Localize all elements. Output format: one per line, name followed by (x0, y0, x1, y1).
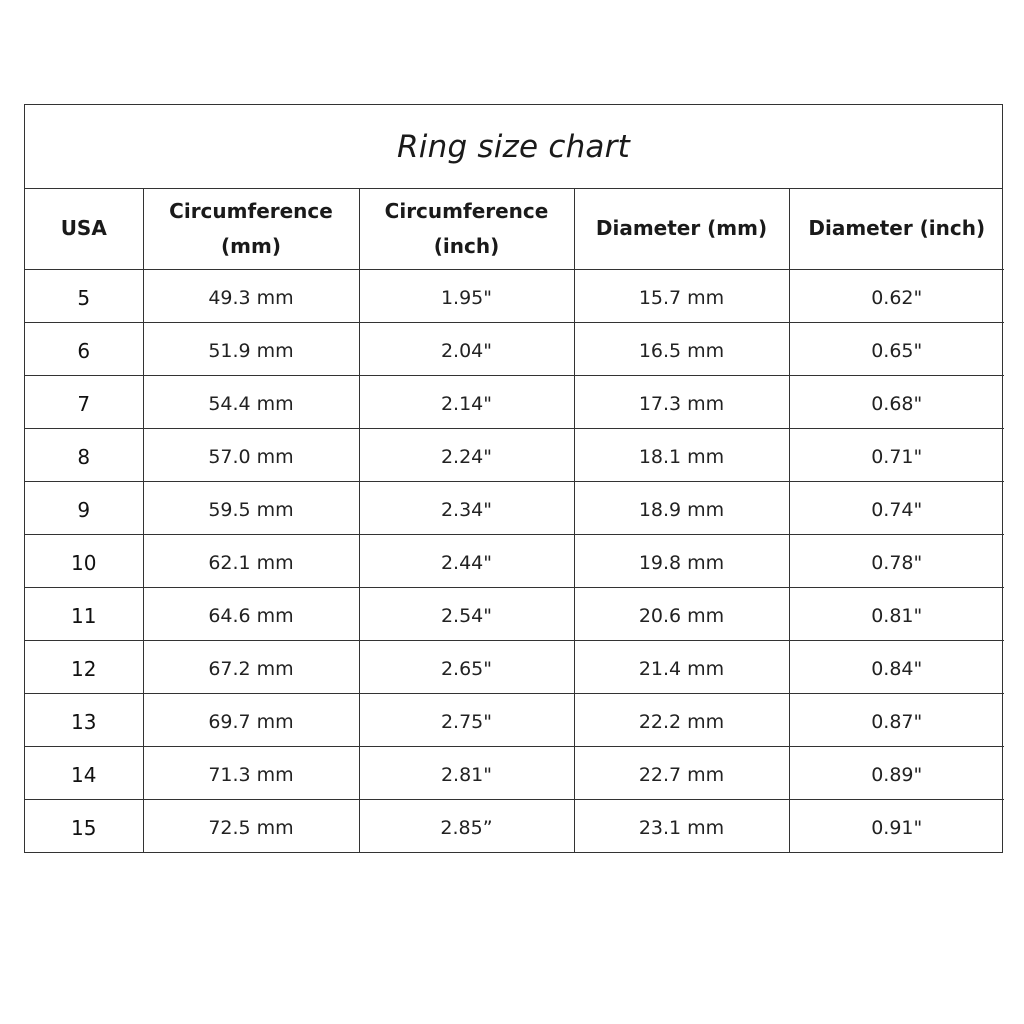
cell-diameter-mm: 19.8 mm (574, 534, 789, 587)
header-circumference-inch: Circumference (inch) (359, 189, 574, 269)
header-diameter-inch: Diameter (inch) (789, 189, 1004, 269)
cell-diameter-mm: 20.6 mm (574, 587, 789, 640)
header-circumference-mm: Circumference (mm) (143, 189, 359, 269)
cell-diameter-mm: 18.1 mm (574, 428, 789, 481)
cell-diameter-mm: 15.7 mm (574, 269, 789, 322)
table-row (25, 799, 1004, 852)
table-row (25, 693, 1004, 746)
cell-circumference-inch: 2.54" (359, 587, 574, 640)
cell-diameter-mm: 23.1 mm (574, 799, 789, 852)
cell-diameter-mm: 22.2 mm (574, 693, 789, 746)
cell-circumference-mm: 62.1 mm (143, 534, 359, 587)
cell-diameter-inch: 0.87" (789, 693, 1004, 746)
header-diameter-mm: Diameter (mm) (574, 189, 789, 269)
cell-diameter-inch: 0.74" (789, 481, 1004, 534)
cell-circumference-inch: 2.04" (359, 322, 574, 375)
cell-diameter-inch: 0.65" (789, 322, 1004, 375)
cell-circumference-inch: 2.81" (359, 746, 574, 799)
cell-usa-size: 15 (25, 799, 143, 852)
table-row (25, 428, 1004, 481)
table-row (25, 322, 1004, 375)
cell-circumference-mm: 59.5 mm (143, 481, 359, 534)
cell-circumference-inch: 2.44" (359, 534, 574, 587)
cell-circumference-mm: 67.2 mm (143, 640, 359, 693)
cell-usa-size: 11 (25, 587, 143, 640)
cell-usa-size: 5 (25, 269, 143, 322)
cell-circumference-inch: 2.75" (359, 693, 574, 746)
table-row (25, 746, 1004, 799)
ring-size-table (25, 189, 1004, 852)
cell-diameter-inch: 0.89" (789, 746, 1004, 799)
cell-usa-size: 8 (25, 428, 143, 481)
cell-diameter-inch: 0.84" (789, 640, 1004, 693)
table-row (25, 640, 1004, 693)
chart-title: Ring size chart (397, 128, 630, 165)
cell-circumference-mm: 57.0 mm (143, 428, 359, 481)
cell-diameter-inch: 0.62" (789, 269, 1004, 322)
cell-circumference-mm: 71.3 mm (143, 746, 359, 799)
cell-usa-size: 12 (25, 640, 143, 693)
table-row (25, 587, 1004, 640)
cell-usa-size: 14 (25, 746, 143, 799)
cell-circumference-mm: 51.9 mm (143, 322, 359, 375)
table-row (25, 269, 1004, 322)
cell-diameter-inch: 0.81" (789, 587, 1004, 640)
cell-circumference-mm: 69.7 mm (143, 693, 359, 746)
cell-usa-size: 6 (25, 322, 143, 375)
table-row (25, 481, 1004, 534)
cell-circumference-mm: 72.5 mm (143, 799, 359, 852)
cell-diameter-mm: 18.9 mm (574, 481, 789, 534)
ring-size-chart (24, 104, 1003, 853)
table-row (25, 534, 1004, 587)
cell-diameter-inch: 0.78" (789, 534, 1004, 587)
cell-diameter-inch: 0.91" (871, 816, 923, 839)
cell-diameter-inch: 0.68" (789, 375, 1004, 428)
cell-circumference-inch: 2.24" (359, 428, 574, 481)
cell-circumference-inch: 2.65" (359, 640, 574, 693)
cell-circumference-inch: 2.85” (359, 799, 574, 852)
cell-usa-size: 9 (25, 481, 143, 534)
cell-diameter-inch: 0.71" (789, 428, 1004, 481)
chart-title-row (25, 105, 1002, 189)
cell-usa-size: 13 (25, 693, 143, 746)
header-usa: USA (25, 189, 143, 269)
cell-diameter-mm: 22.7 mm (574, 746, 789, 799)
cell-circumference-mm: 49.3 mm (143, 269, 359, 322)
cell-diameter-mm: 21.4 mm (574, 640, 789, 693)
cell-circumference-inch: 2.14" (359, 375, 574, 428)
table-row (25, 375, 1004, 428)
cell-circumference-inch: 1.95" (359, 269, 574, 322)
cell-diameter-mm: 16.5 mm (574, 322, 789, 375)
cell-circumference-inch: 2.34" (359, 481, 574, 534)
cell-diameter-mm: 17.3 mm (574, 375, 789, 428)
cell-usa-size: 7 (25, 375, 143, 428)
header-row (25, 189, 1004, 269)
cell-circumference-mm: 64.6 mm (143, 587, 359, 640)
cell-usa-size: 10 (25, 534, 143, 587)
table-body (25, 269, 1004, 852)
cell-circumference-mm: 54.4 mm (143, 375, 359, 428)
